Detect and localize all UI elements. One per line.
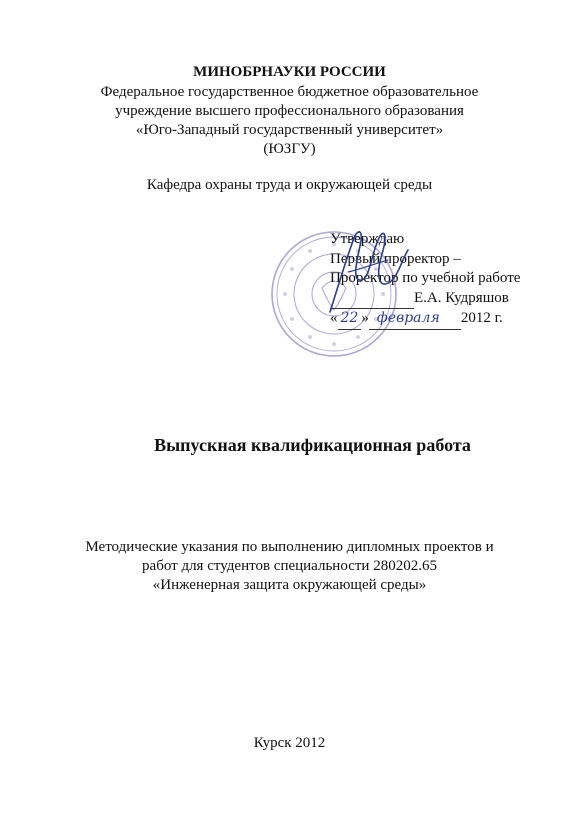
- city-year: Курск 2012: [253, 735, 326, 751]
- org-abbreviation: (ЮЗГУ): [263, 141, 316, 157]
- ministry-heading: МИНОБРНАУКИ РОССИИ: [193, 64, 386, 80]
- subtitle-line-3: «Инженерная защита окружающей среды»: [152, 577, 427, 593]
- date-month: февраля: [369, 309, 461, 330]
- date-year: 2012 г.: [460, 310, 503, 326]
- approval-line-approve: Утверждаю: [330, 231, 405, 247]
- org-line-1: Федеральное государственное бюджетное образовательное: [100, 84, 479, 100]
- date-day: 22: [338, 309, 362, 330]
- signature-icon: [318, 220, 418, 320]
- approval-line-first-prorector: Первый проректор –: [330, 250, 461, 267]
- department-name: Кафедра охраны труда и окружающей среды: [146, 177, 433, 193]
- document-title: Выпускная квалификационная работа: [154, 435, 471, 455]
- approval-line-prorector: Проректор по учебной работе: [330, 270, 521, 286]
- signer-name: Е.А. Кудряшов: [414, 289, 509, 306]
- date-quote-close: »: [361, 310, 369, 326]
- subtitle-line-1: Методические указания по выполнению дипломных проектов и: [85, 539, 494, 555]
- org-line-3: «Юго-Западный государственный университет»: [135, 122, 444, 138]
- subtitle-line-2: работ для студентов специальности 280202.65: [142, 558, 437, 574]
- date-quote-open: «: [330, 310, 338, 326]
- org-line-2: учреждение высшего профессионального образования: [115, 103, 464, 119]
